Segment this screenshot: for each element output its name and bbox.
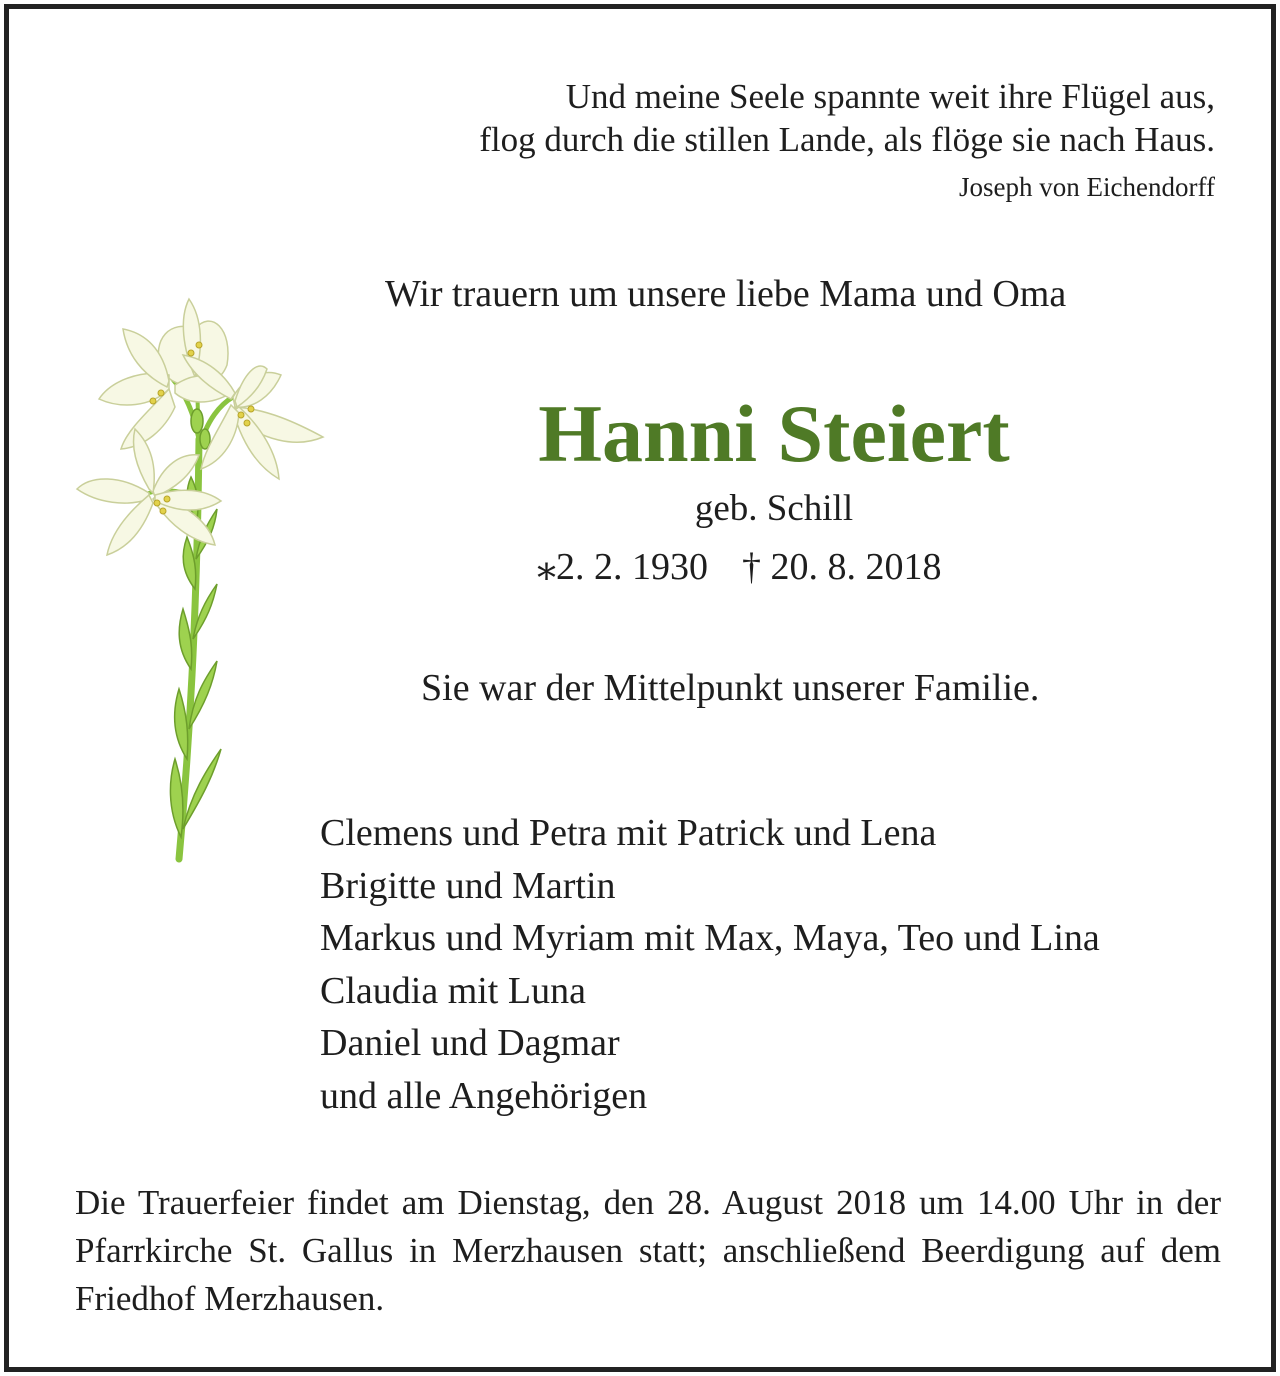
ceremony-notice: Die Trauerfeier findet am Dienstag, den 28. August 2018 um 14.00 Uhr in der Pfarrkirche St. Gallus in Merzhausen statt; anschließend Beerdigung auf dem Friedhof Merzhausen. — [75, 1183, 1221, 1318]
relative-line: Daniel und Dagmar — [320, 1022, 620, 1064]
family-centre-line: Sie war der Mittelpunkt unserer Familie. — [421, 667, 1040, 709]
lily-flower-right — [183, 355, 323, 479]
relative-line: Claudia mit Luna — [320, 969, 586, 1012]
relatives-list — [320, 807, 1100, 1122]
relative-line: Brigitte und Martin — [320, 864, 616, 907]
mourning-line: Wir trauern um unsere liebe Mama und Oma — [385, 273, 1067, 315]
death-date: † 20. 8. 2018 — [742, 546, 942, 588]
poem-line-1: Und meine Seele spannte weit ihre Flügel aus, — [565, 77, 1215, 116]
birth-date: ⁎2. 2. 1930 — [537, 546, 708, 588]
maiden-name: geb. Schill — [694, 488, 854, 529]
relative-line: und alle Angehörigen — [320, 1074, 648, 1117]
obituary-frame — [4, 4, 1276, 1372]
relative-line: Markus und Myriam mit Max, Maya, Teo und Lina — [320, 917, 1100, 959]
poem-line-2: flog durch die stillen Lande, als flöge sie nach Haus. — [479, 120, 1215, 159]
life-dates — [537, 544, 942, 589]
lily-icon — [71, 289, 333, 869]
poem-quote — [479, 75, 1215, 161]
poem-author: Joseph von Eichendorff — [959, 172, 1215, 202]
relative-line: Clemens und Petra mit Patrick und Lena — [320, 812, 937, 854]
deceased-name: Hanni Steiert — [538, 388, 1010, 479]
